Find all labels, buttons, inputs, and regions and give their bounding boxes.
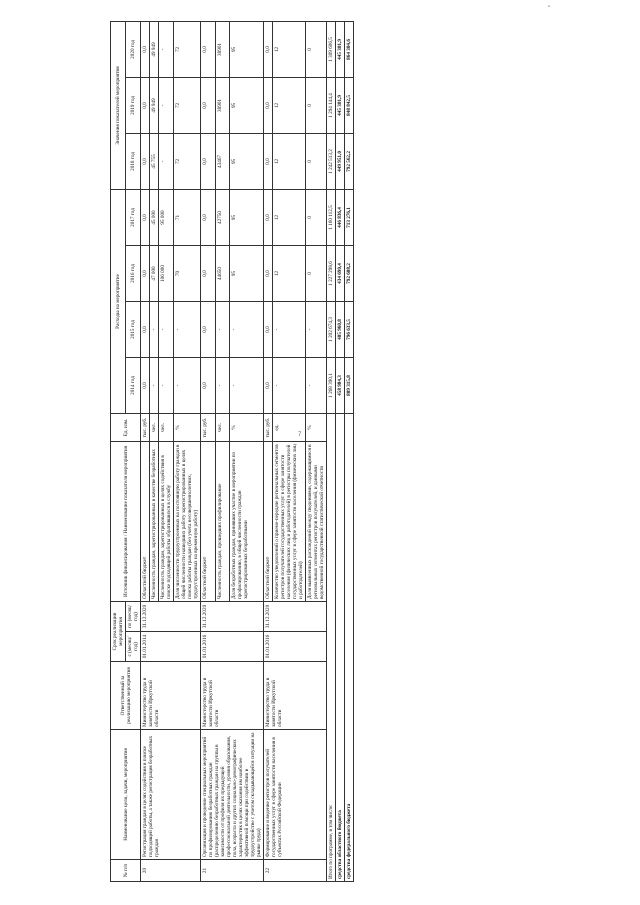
total-value: 848 842,5: [345, 77, 354, 133]
total-value: 449 951,0: [336, 133, 345, 189]
year-value: 44650: [215, 245, 230, 301]
year-value: -: [273, 301, 306, 357]
activity-name: Формирование и ведение регистров получателей государственных услуг в сфере занятости населения в субъектах Российской Федерации: [264, 730, 327, 860]
year-value: 95: [230, 77, 264, 133]
year-value: 12: [273, 21, 306, 77]
year-value: 0,0: [141, 189, 150, 245]
activity-name: Регистрация граждан в целях содействия в поиске подходящей работы, а также регистрация безработных граждан: [141, 730, 201, 860]
period-to: 31.12.2020: [264, 601, 327, 631]
total-row: [327, 21, 336, 881]
year-value: -: [159, 301, 174, 357]
responsible-executor: Министерство труда и занятости Иркутской области: [141, 662, 201, 730]
source-or-indicator: Областной бюджет: [264, 441, 273, 601]
header-from: с (месяц/год): [126, 632, 141, 662]
header-no: № п/п: [111, 860, 141, 882]
year-value: -: [150, 357, 159, 413]
period-from: 01.01.2014: [141, 632, 201, 662]
row-number: 20: [141, 860, 201, 882]
unit: ед.: [273, 413, 306, 441]
header-year: 2015 год: [126, 301, 141, 357]
year-value: -: [306, 357, 327, 413]
header-unit: Ед. изм.: [111, 413, 141, 441]
scan-mark-top-center: 7: [298, 432, 302, 438]
year-value: 95: [230, 189, 264, 245]
total-value: 446 836,4: [336, 189, 345, 245]
year-value: -: [273, 357, 306, 413]
year-value: -: [159, 357, 174, 413]
header-period: Срок реализации мероприятия: [111, 601, 126, 661]
unit: тыс. руб.: [264, 413, 273, 441]
year-value: 0: [306, 133, 327, 189]
year-value: 0,0: [201, 245, 216, 301]
year-value: 0,0: [201, 301, 216, 357]
source-or-indicator: Областной бюджет: [201, 441, 216, 601]
year-value: 38901: [215, 77, 230, 133]
table-row: [201, 21, 216, 881]
year-value: 0,0: [141, 133, 150, 189]
year-value: -: [230, 301, 264, 357]
total-label: средства областного бюджета: [336, 413, 345, 881]
total-value: 458 984,3: [336, 357, 345, 413]
year-value: 47 000: [150, 245, 159, 301]
activity-name: Организация и проведение специальных мероприятий по профилированию безработных граждан (распределению безработных граждан на группы в зависимости от профиля их предыдущей профессиональной деятельности, уровня образования, пола, возраста и других социально-демографических характеристик в целях оказания им наиболее эффективной помощи при содействии в трудоустройстве с учетом складывающейся ситуации на рынке труда): [201, 730, 264, 860]
source-or-indicator: Доля выявленных расхождений между сведениями, содержащимися в региональных сегментах регистров получателей, и данными ведомственной государственной статистической отчетности: [306, 441, 327, 601]
year-value: 0,0: [201, 133, 216, 189]
header-year: 2019 год: [126, 77, 141, 133]
year-value: 0,0: [201, 77, 216, 133]
year-value: -: [159, 21, 174, 77]
year-value: 0,0: [141, 21, 150, 77]
source-or-indicator: Численность граждан, зарегистрированных в качестве безработных: [150, 441, 159, 601]
table-header: [111, 21, 141, 881]
total-value: 445 301,9: [336, 77, 345, 133]
total-value: 792 562,2: [345, 133, 354, 189]
year-value: 0: [306, 245, 327, 301]
year-value: 45 000: [150, 189, 159, 245]
year-value: 49 949: [150, 77, 159, 133]
period-from: 01.01.2016: [201, 632, 264, 662]
year-value: -: [159, 133, 174, 189]
total-value: 796 633,5: [345, 301, 354, 357]
unit: %: [306, 413, 327, 441]
year-value: 45 755: [150, 133, 159, 189]
year-value: 43467: [215, 133, 230, 189]
program-table: [110, 21, 354, 882]
header-year: 2018 год: [126, 133, 141, 189]
source-or-indicator: Областной бюджет: [141, 441, 150, 601]
year-value: 95: [230, 21, 264, 77]
period-to: 31.12.2020: [201, 601, 264, 631]
total-value: 713 276,1: [345, 189, 354, 245]
total-value: 1 202 674,3: [327, 301, 336, 357]
unit: чел.: [159, 413, 174, 441]
header-year: 2020 год: [126, 21, 141, 77]
year-value: 0,0: [264, 189, 273, 245]
year-value: -: [174, 357, 201, 413]
header-responsible: Ответственный за реализацию мероприятия: [111, 662, 141, 730]
header-expenses: Расходы на мероприятие: [111, 189, 126, 413]
year-value: 0,0: [201, 21, 216, 77]
header-to: по (месяц/год): [126, 601, 141, 631]
year-value: 70: [174, 245, 201, 301]
unit: тыс. руб.: [141, 413, 150, 441]
year-value: 0,0: [141, 357, 150, 413]
year-value: 49 949: [150, 21, 159, 77]
year-value: 0,0: [264, 245, 273, 301]
year-value: -: [174, 301, 201, 357]
year-value: -: [306, 301, 327, 357]
total-value: 1 227 298,6: [327, 245, 336, 301]
year-value: 12: [273, 189, 306, 245]
year-value: 95: [230, 245, 264, 301]
year-value: 0,0: [264, 21, 273, 77]
source-or-indicator: Доля численности трудоустроенных на постоянную работу граждан в общей численности нашедших работу зарегистрированных в целях поиска работы граждан (без учета несовершеннолетних, трудоустроенных на временную работу): [174, 441, 201, 601]
source-or-indicator: Численность граждан, зарегистрированных в целях содействия в поиске подходящей работы обратившихся в службу: [159, 441, 174, 601]
total-value: 434 690,4: [336, 245, 345, 301]
year-value: -: [230, 357, 264, 413]
year-value: -: [215, 301, 230, 357]
year-value: 12: [273, 245, 306, 301]
year-value: 0,0: [264, 357, 273, 413]
period-from: 01.01.2016: [264, 632, 327, 662]
header-year: 2016 год: [126, 245, 141, 301]
header-year: 2014 год: [126, 357, 141, 413]
responsible-executor: Министерство труда и занятости Иркутской области: [201, 662, 264, 730]
table-row: [141, 21, 150, 881]
row-number: 22: [264, 860, 327, 882]
total-value: 1 309 606,5: [327, 21, 336, 77]
total-row: [336, 21, 345, 881]
year-value: -: [159, 77, 174, 133]
total-value: 1 294 144,4: [327, 77, 336, 133]
header-year: 2017 год: [126, 189, 141, 245]
header-indicators: Значения показателей мероприятия: [111, 21, 126, 189]
header-source: Источник финансирования / Наименование показателя мероприятия: [111, 441, 141, 601]
year-value: -: [215, 357, 230, 413]
total-value: 792 608,2: [345, 245, 354, 301]
total-value: 445 301,9: [336, 21, 345, 77]
unit: %: [230, 413, 264, 441]
rotated-document-page: [110, 22, 530, 882]
total-value: 405 960,8: [336, 301, 345, 357]
year-value: 0,0: [264, 301, 273, 357]
year-value: 95: [230, 133, 264, 189]
year-value: 0,0: [141, 245, 150, 301]
total-row: [345, 21, 354, 881]
year-value: 0: [306, 21, 327, 77]
year-value: 71: [174, 189, 201, 245]
header-name: Наименование цели, задачи, мероприятия: [111, 730, 141, 860]
year-value: 0,0: [201, 189, 216, 245]
unit: чел.: [215, 413, 230, 441]
total-value: 809 315,8: [345, 357, 354, 413]
year-value: 0,0: [201, 357, 216, 413]
table-body: [141, 21, 354, 881]
year-value: 12: [273, 77, 306, 133]
year-value: 42750: [215, 189, 230, 245]
source-or-indicator: Доля безработных граждан, принявших участие в мероприятии по профилированию, в общей численности граждан зарегистрированных безработными: [230, 441, 264, 601]
year-value: 0,0: [141, 77, 150, 133]
year-value: 38901: [215, 21, 230, 77]
year-value: 0: [306, 189, 327, 245]
total-value: 1 242 513,2: [327, 133, 336, 189]
year-value: 0: [306, 77, 327, 133]
year-value: 72: [174, 21, 201, 77]
total-value: 1 160 112,5: [327, 189, 336, 245]
total-value: 864 304,6: [345, 21, 354, 77]
source-or-indicator: Численность граждан, прошедших профилирование: [215, 441, 230, 601]
year-value: 12: [273, 133, 306, 189]
scan-mark-top-right: ": [548, 6, 551, 12]
table-row: [264, 21, 273, 881]
year-value: 95 000: [159, 189, 174, 245]
unit: %: [174, 413, 201, 441]
year-value: 106 000: [159, 245, 174, 301]
unit: чел.: [150, 413, 159, 441]
source-or-indicator: Количество уведомлений о приеме-передаче региональных сегментов регистров получателей государственных услуг в сфере занятости населения (физических лиц и работодателей) в регистры получателей государственных услуг в сфере занятости населения (физических лиц и работодателей): [273, 441, 306, 601]
year-value: 0,0: [141, 301, 150, 357]
year-value: 72: [174, 77, 201, 133]
year-value: 0,0: [264, 77, 273, 133]
responsible-executor: Министерство труда и занятости Иркутской области: [264, 662, 327, 730]
unit: тыс. руб.: [201, 413, 216, 441]
total-label: средства федерального бюджета: [345, 413, 354, 881]
period-to: 31.12.2020: [141, 601, 201, 631]
year-value: -: [150, 301, 159, 357]
year-value: 72: [174, 133, 201, 189]
row-number: 21: [201, 860, 264, 882]
year-value: 0,0: [264, 133, 273, 189]
total-value: 1 268 390,1: [327, 357, 336, 413]
total-label: Итого по программе, в том числе:: [327, 413, 336, 881]
